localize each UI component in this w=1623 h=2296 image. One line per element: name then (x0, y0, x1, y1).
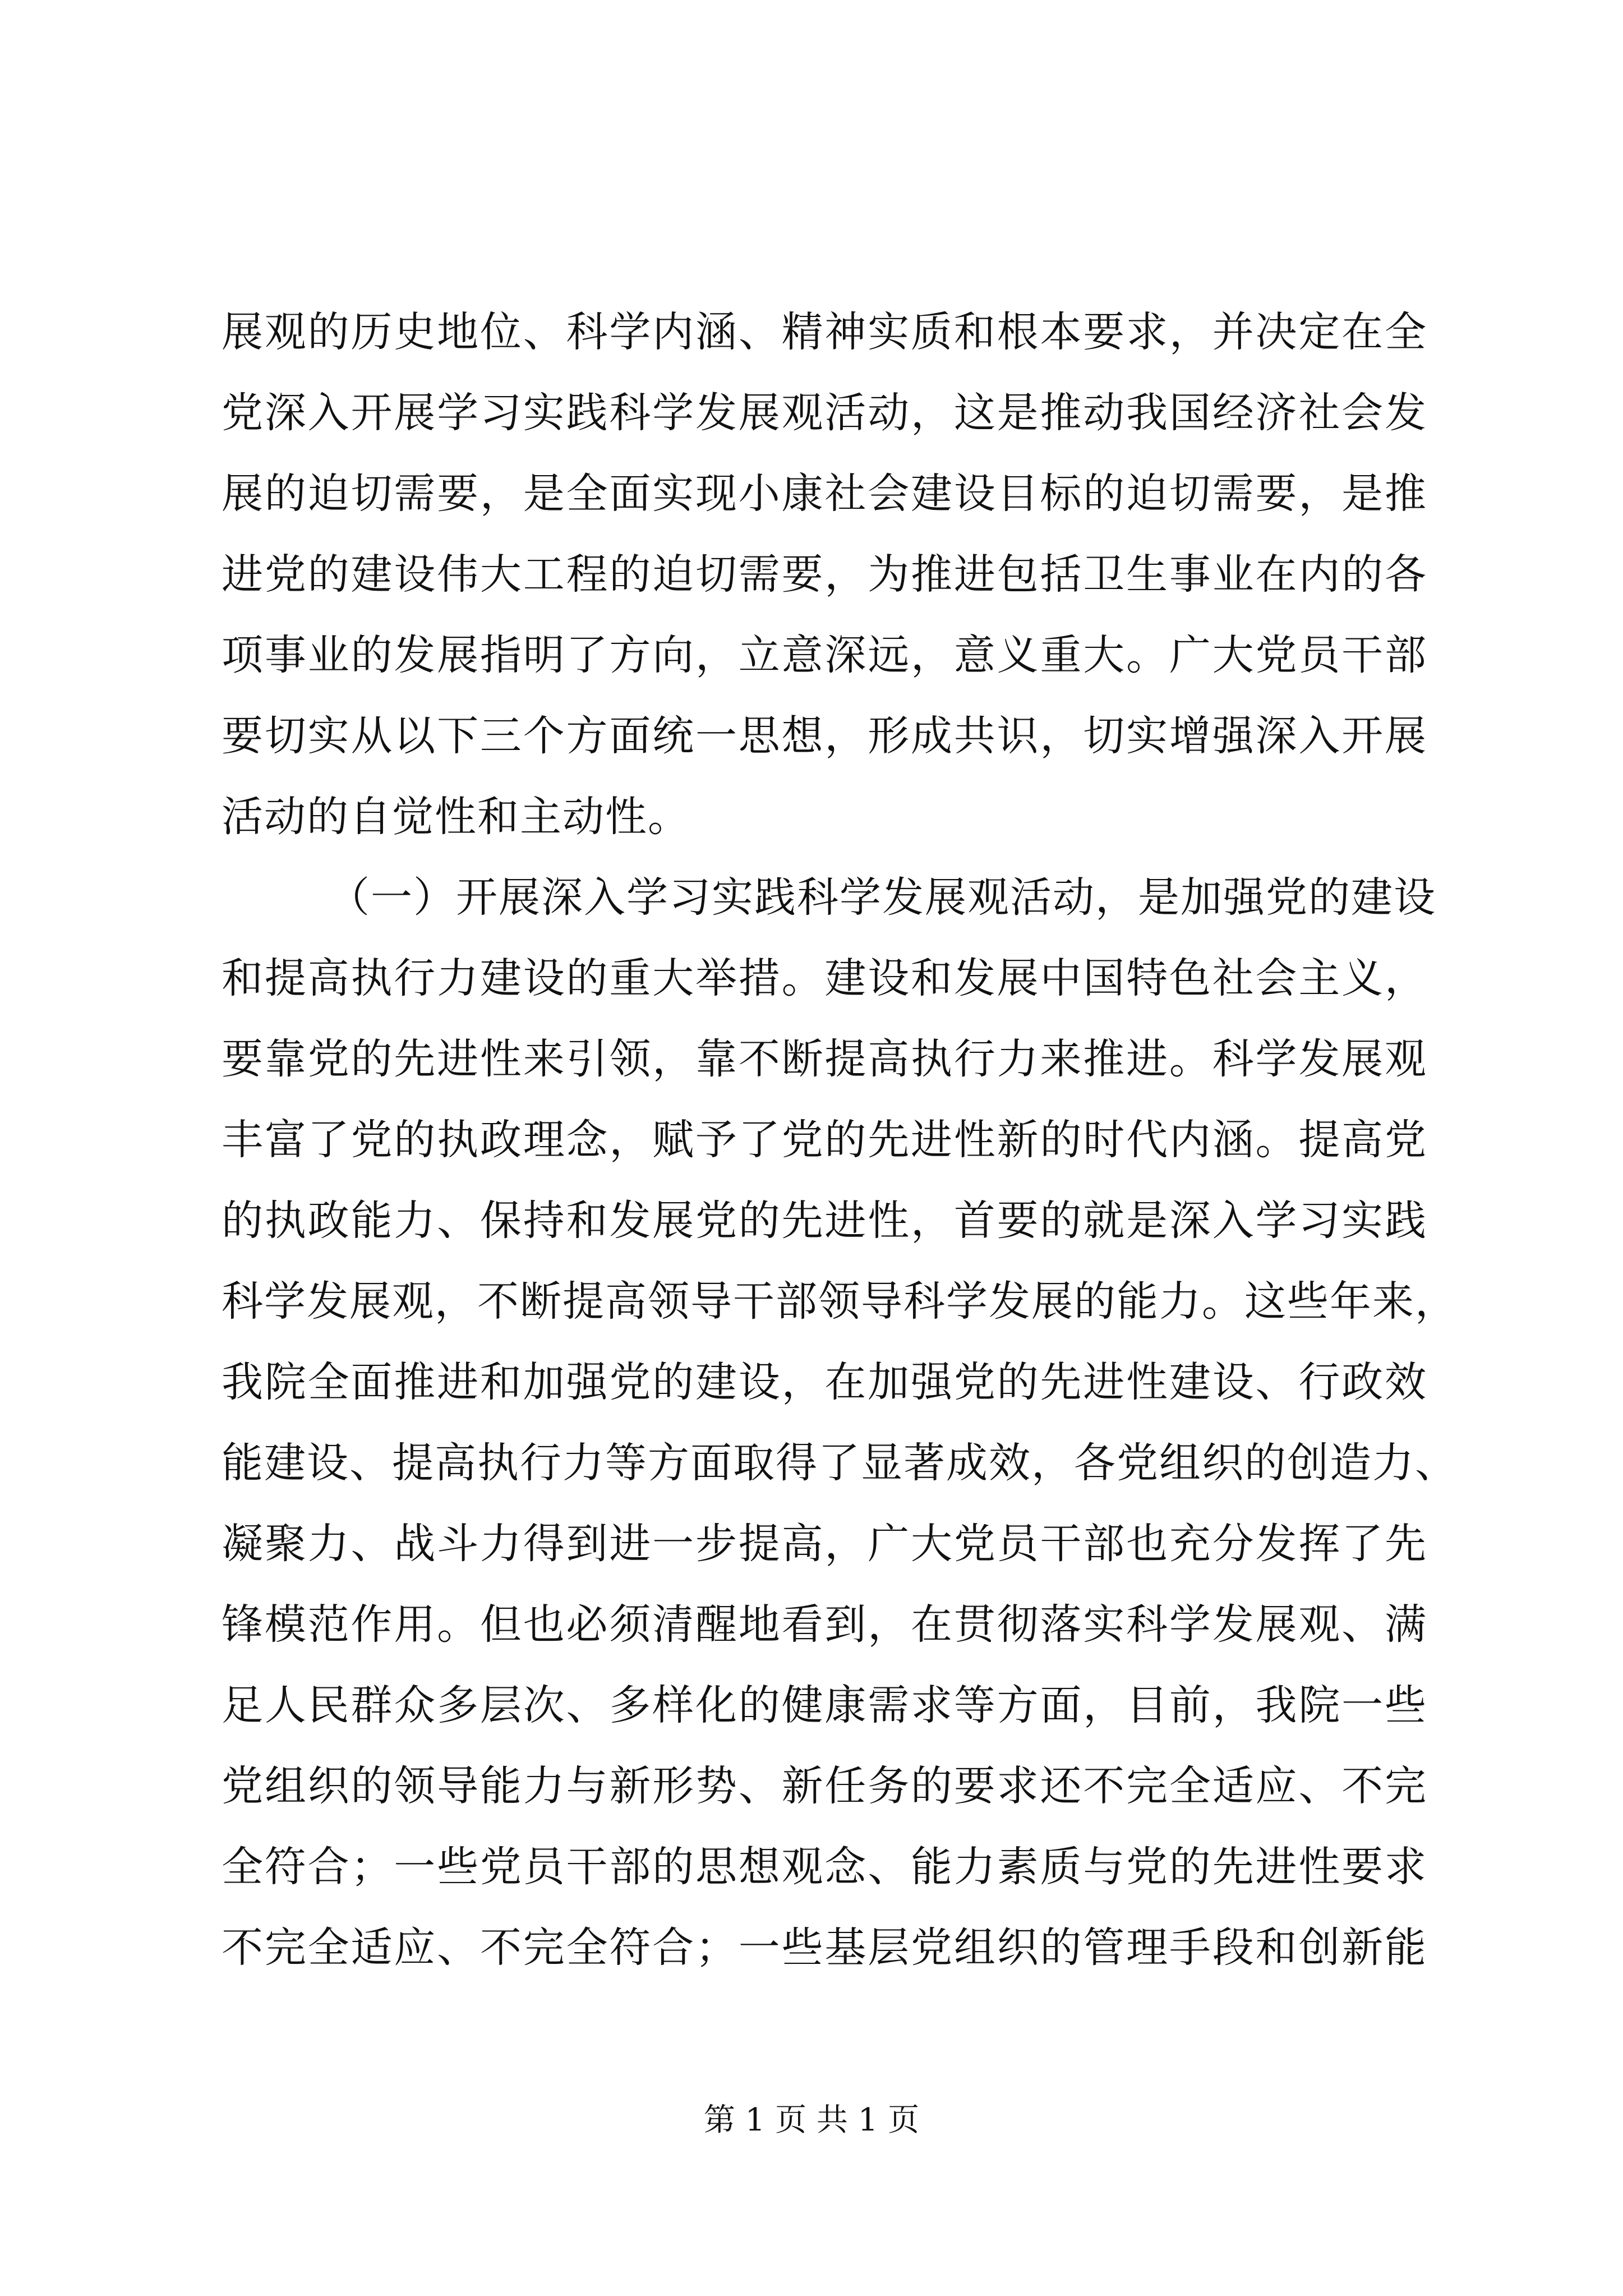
text-line: 不完全适应、不完全符合；一些基层党组织的管理手段和创新能 (222, 1924, 1427, 1972)
text-line: 项事业的发展指明了方向，立意深远，意义重大。广大党员干部 (222, 631, 1427, 679)
text-line: 党深入开展学习实践科学发展观活动，这是推动我国经济社会发 (222, 389, 1427, 437)
page-number-label: 第 1 页 共 1 页 (703, 2102, 920, 2138)
paragraph (222, 292, 1427, 857)
text-line: 展的迫切需要，是全面实现小康社会建设目标的迫切需要，是推 (222, 470, 1427, 518)
text-line: 全符合；一些党员干部的思想观念、能力素质与党的先进性要求 (222, 1843, 1427, 1891)
text-line: 进党的建设伟大工程的迫切需要，为推进包括卫生事业在内的各 (222, 550, 1427, 599)
text-line: 足人民群众多层次、多样化的健康需求等方面，目前，我院一些 (222, 1681, 1427, 1729)
text-line: 的执政能力、保持和发展党的先进性，首要的就是深入学习实践 (222, 1197, 1427, 1245)
text-line: （一）开展深入学习实践科学发展观活动，是加强党的建设 (328, 873, 1436, 922)
text-line: 展观的历史地位、科学内涵、精神实质和根本要求，并决定在全 (222, 308, 1427, 356)
text-line: 能建设、提高执行力等方面取得了显著成效，各党组织的创造力、 (222, 1439, 1458, 1487)
text-line: 凝聚力、战斗力得到进一步提高，广大党员干部也充分发挥了先 (222, 1520, 1427, 1568)
text-line: 锋模范作用。但也必须清醒地看到，在贯彻落实科学发展观、满 (222, 1600, 1427, 1649)
text-line: 党组织的领导能力与新形势、新任务的要求还不完全适应、不完 (222, 1762, 1427, 1810)
body-text (222, 292, 1458, 1988)
text-line: 和提高执行力建设的重大举措。建设和发展中国特色社会主义， (222, 954, 1427, 1002)
paragraph (222, 857, 1458, 1988)
page-footer (0, 2098, 1623, 2143)
text-line: 科学发展观，不断提高领导干部领导科学发展的能力。这些年来， (222, 1277, 1458, 1326)
text-line: 丰富了党的执政理念，赋予了党的先进性新的时代内涵。提高党 (222, 1116, 1427, 1164)
text-line: 我院全面推进和加强党的建设，在加强党的先进性建设、行政效 (222, 1358, 1427, 1406)
text-line: 要靠党的先进性来引领，靠不断提高执行力来推进。科学发展观 (222, 1035, 1427, 1083)
text-line: 活动的自觉性和主动性。 (222, 793, 690, 841)
text-line: 要切实从以下三个方面统一思想，形成共识，切实增强深入开展 (222, 712, 1427, 760)
